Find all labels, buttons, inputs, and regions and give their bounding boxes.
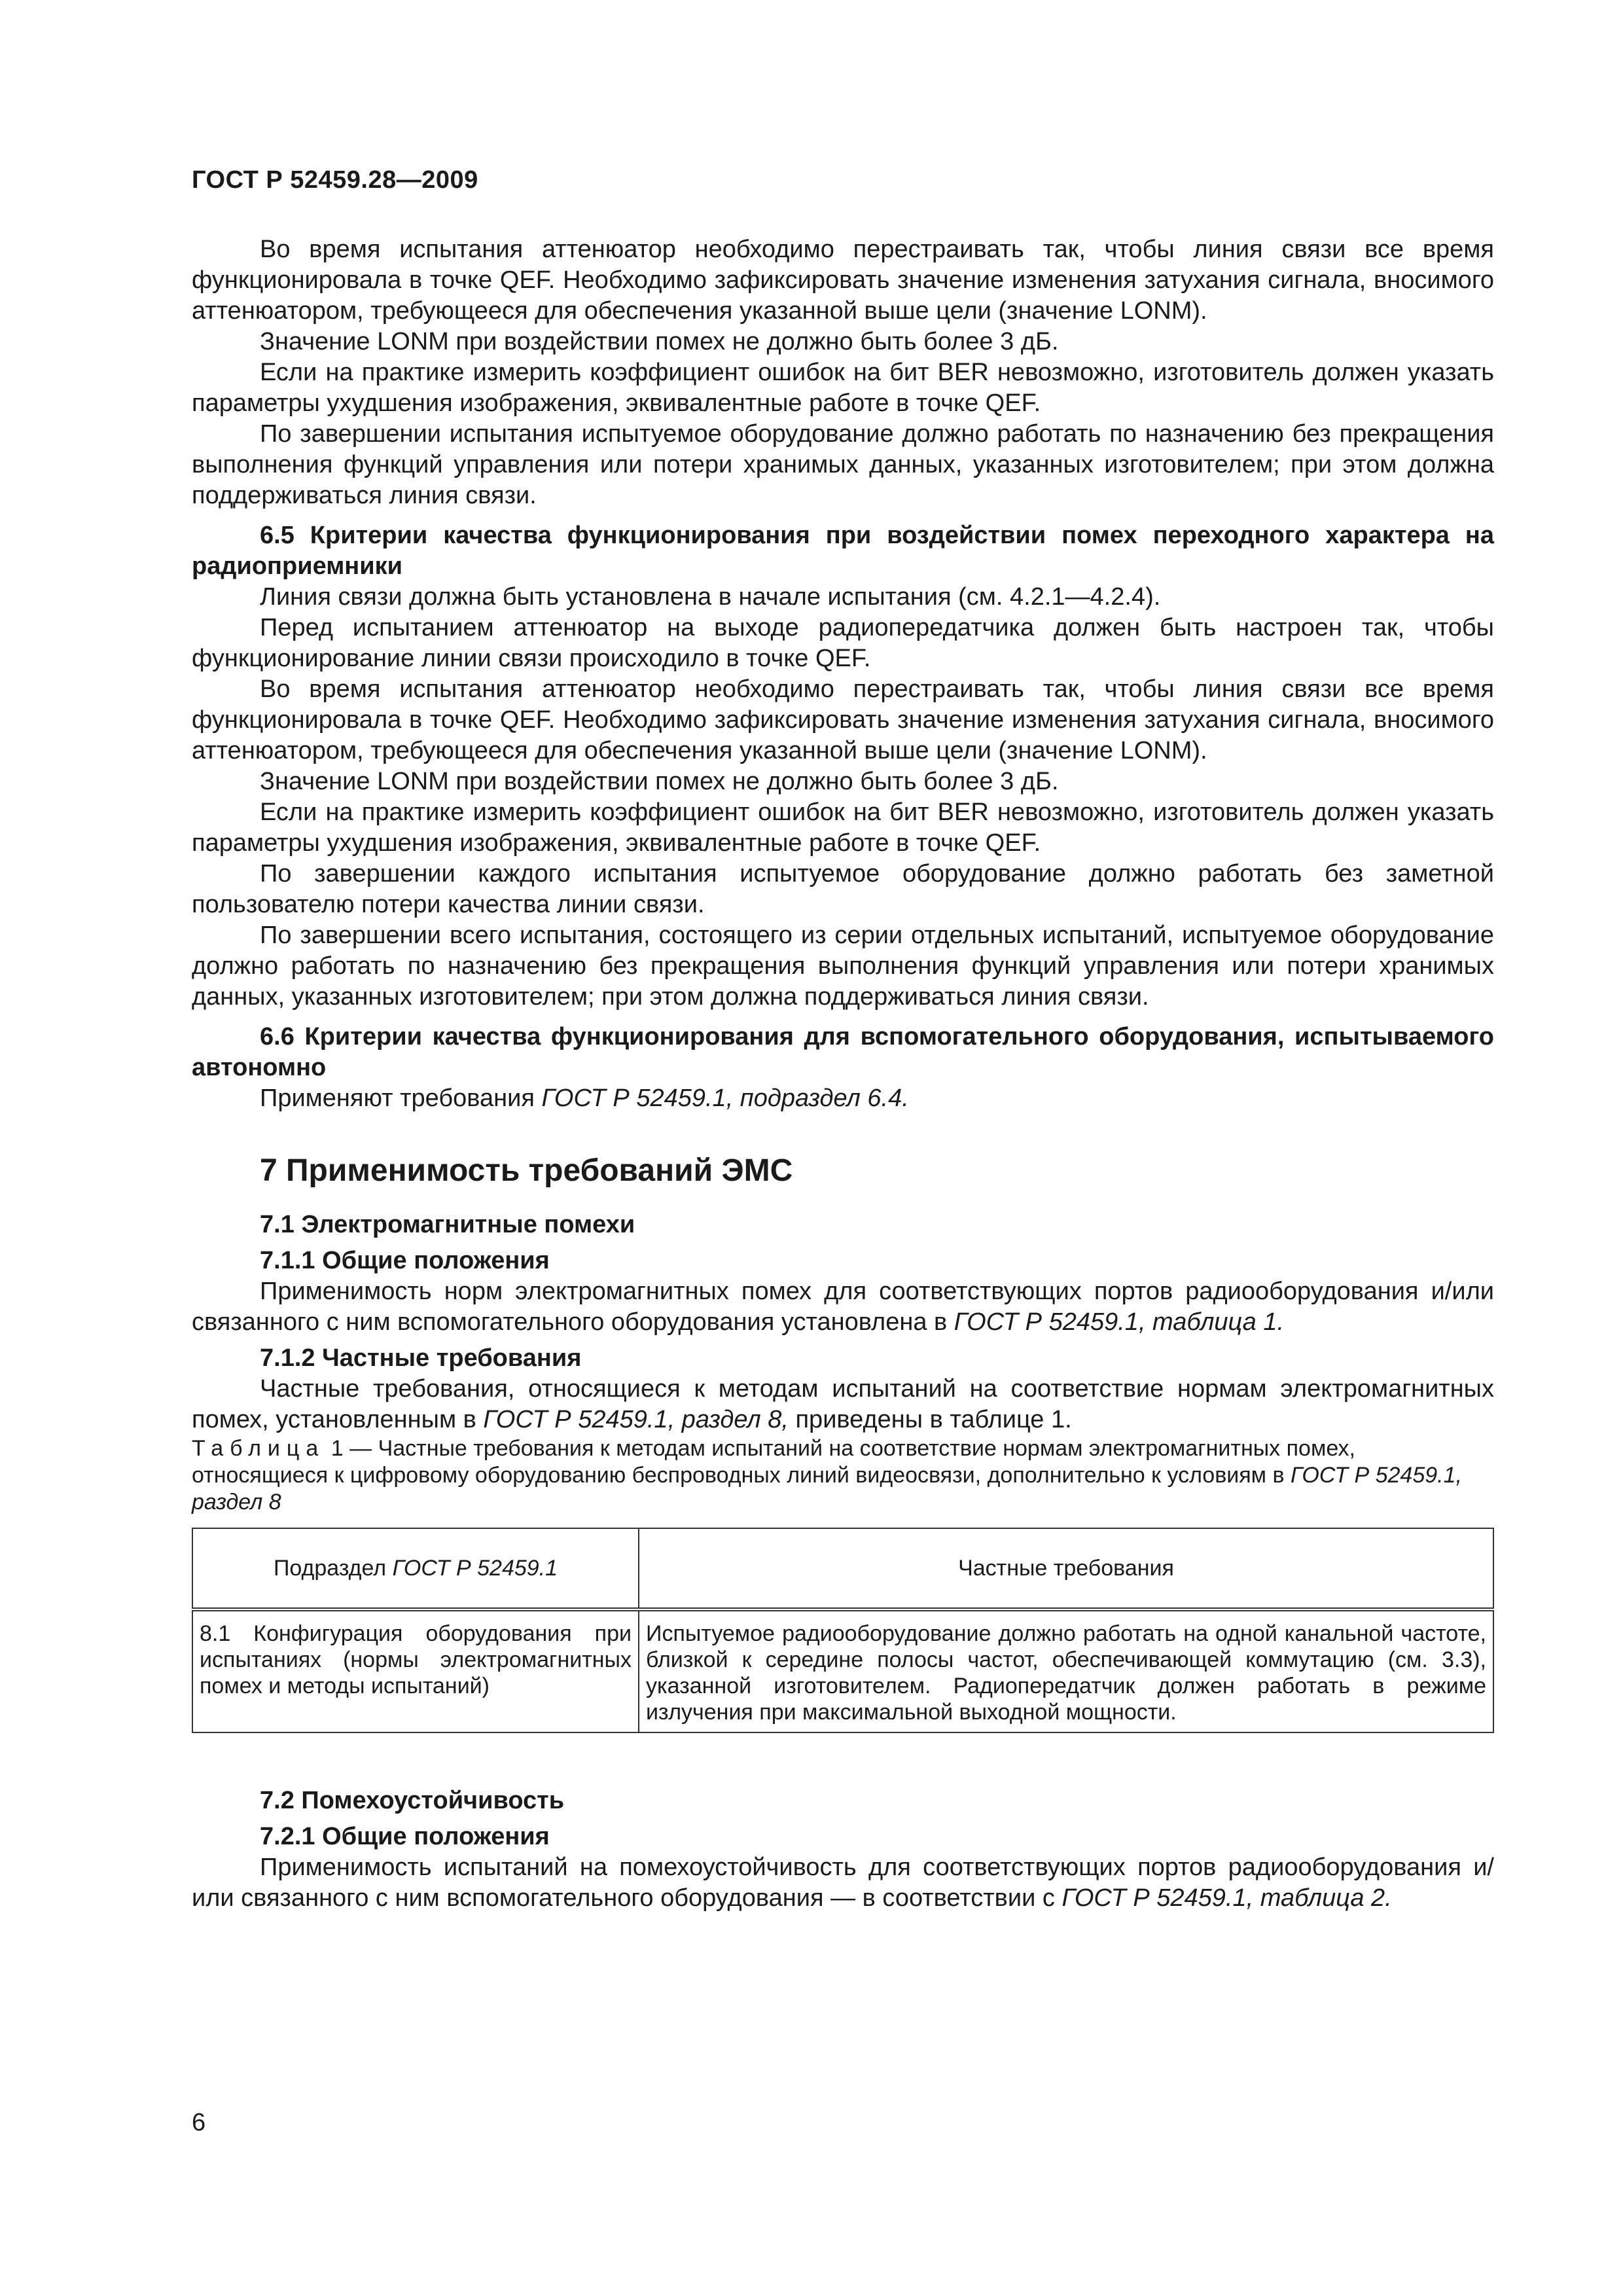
paragraph: Если на практике измерить коэффициент ошибок на бит BER невозможно, изготовитель должен указать параметры ухудшения изображения, эквивалентные работе в точке QEF. [192,798,1494,857]
standard-reference: ГОСТ Р 52459.1, раздел 8 [192,1463,1462,1515]
standard-reference: ГОСТ Р 52459.1, раздел 8, [483,1406,789,1433]
table-cell: 8.1 Конфигурация оборудования при испытаниях (нормы электромагнитных помех и методы испытаний) [192,1609,639,1732]
section-heading-7-2: 7.2 Помехоустойчивость [260,1787,565,1814]
table-row [192,1609,1493,1732]
table-header-requirements: Частные требования [639,1528,1493,1609]
paragraph: По завершении испытания испытуемое оборудование должно работать по назначению без прекращения выполнения функций управления или потери хранимых данных, указанных изготовителем; при этом должна поддерживаться линия связи. [192,420,1494,509]
table-header-row [192,1528,1493,1609]
section-heading-7-1-2: 7.1.2 Частные требования [260,1344,582,1372]
standard-reference: ГОСТ Р 52459.1, таблица 2. [1061,1884,1392,1912]
section-heading-7-1: 7.1 Электромагнитные помехи [260,1211,635,1238]
header-text: Подраздел [273,1556,393,1581]
paragraph: По завершении всего испытания, состоящего из серии отдельных испытаний, испытуемое оборудование должно работать по назначению без прекращения выполнения функций управления или потери хранимых данных, указанных изготовителем; при этом должна поддерживаться линия связи. [192,922,1494,1011]
section-heading-7-1-1: 7.1.1 Общие положения [260,1247,550,1274]
paragraph [192,1276,1494,1338]
paragraph: Значение LONM при воздействии помех не должно быть более 3 дБ. [260,768,1059,795]
requirements-table [192,1528,1494,1733]
paragraph-text: Применяют требования [260,1085,542,1112]
paragraph-text: Частные требования, относящиеся к методам испытаний на соответствие нормам электромагнитных помех, установленным в [192,1375,1494,1433]
standard-reference: ГОСТ Р 52459.1, таблица 1. [954,1308,1285,1336]
paragraph: По завершении каждого испытания испытуемое оборудование должно работать без заметной пользователю потери качества линии связи. [192,860,1494,918]
paragraph: Если на практике измерить коэффициент ошибок на бит BER невозможно, изготовитель должен указать параметры ухудшения изображения, эквивалентные работе в точке QEF. [192,359,1494,417]
paragraph [192,1852,1494,1914]
section-heading-7-2-1: 7.2.1 Общие положения [260,1823,550,1850]
page-number: 6 [192,2109,206,2136]
paragraph: Значение LONM при воздействии помех не должно быть более 3 дБ. [260,328,1059,355]
paragraph-text: Применимость испытаний на помехоустойчивость для соответствующих портов радиооборудования и/или связанного с ним вспомогательного оборудования — в соответствии с [192,1854,1494,1912]
paragraph-text: Применимость норм электромагнитных помех для соответствующих портов радиооборудования и/или связанного с ним вспомогательного оборудования установлена в [192,1278,1494,1336]
table-caption-text: — Частные требования к методам испытаний на соответствие нормам электромагнитных помех, относящиеся к цифровому оборудованию беспроводных линий видеосвязи, дополнительно к условиям в [192,1436,1355,1488]
section-heading-6-5: 6.5 Критерии качества функционирования при воздействии помех переходного характера на радиоприемники [192,522,1494,580]
table-caption-number: 1 [330,1436,344,1461]
table-caption-label: Таблица [192,1436,325,1461]
standard-reference: ГОСТ Р 52459.1, подраздел 6.4. [541,1085,909,1112]
table-cell: Испытуемое радиооборудование должно работать на одной канальной частоте, близкой к середине полосы частот, обеспечивающей коммутацию (см. 3.3), указанной изготовителем. Радиопередатчик должен работать в режиме излучения при максимальной выходной мощности. [639,1609,1493,1732]
paragraph: Перед испытанием аттенюатор на выходе радиопередатчика должен быть настроен так, чтобы функционирование линии связи происходило в точке QEF. [192,614,1494,672]
table-caption [192,1435,1494,1516]
document-body [192,234,1494,1914]
paragraph-text: приведены в таблице 1. [788,1406,1072,1433]
paragraph [192,1374,1494,1435]
standard-reference: ГОСТ Р 52459.1 [392,1556,558,1581]
table-header-subsection [192,1528,639,1609]
section-heading-6-6: 6.6 Критерии качества функционирования для вспомогательного оборудования, испытываемого автономно [192,1023,1494,1081]
section-heading-7: 7 Применимость требований ЭМС [260,1153,793,1188]
paragraph: Линия связи должна быть установлена в начале испытания (см. 4.2.1—4.2.4). [260,583,1161,611]
paragraph: Во время испытания аттенюатор необходимо перестраивать так, чтобы линия связи все время функционировала в точке QEF. Необходимо зафиксировать значение изменения затухания сигнала, вносимого аттенюатором, требующееся для обеспечения указанной выше цели (значение LONM). [192,675,1494,764]
document-header: ГОСТ Р 52459.28—2009 [192,166,478,194]
paragraph [192,1083,1494,1114]
paragraph: Во время испытания аттенюатор необходимо перестраивать так, чтобы линия связи все время функционировала в точке QEF. Необходимо зафиксировать значение изменения затухания сигнала, вносимого аттенюатором, требующееся для обеспечения указанной выше цели (значение LONM). [192,236,1494,325]
